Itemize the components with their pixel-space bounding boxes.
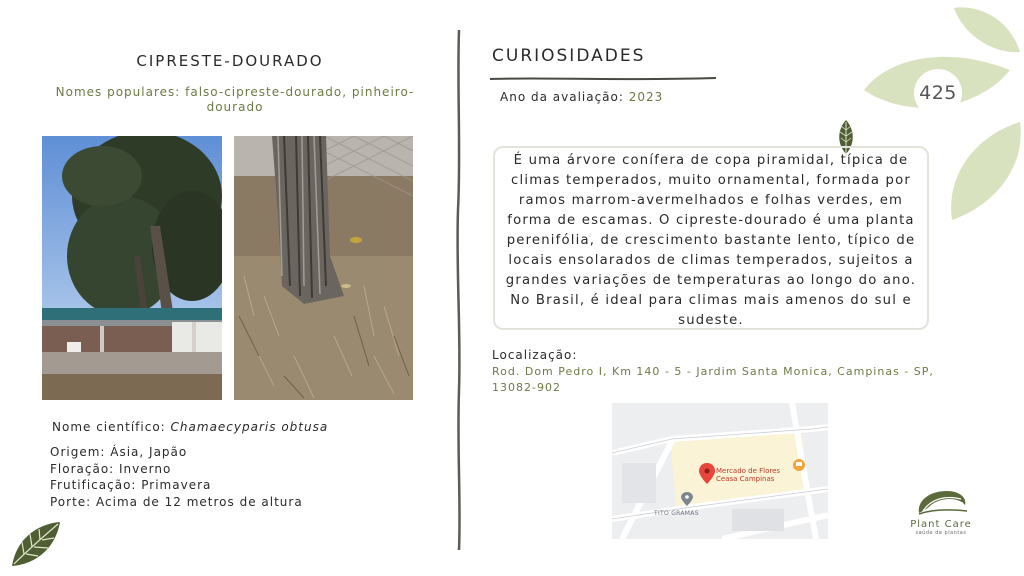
tree-photo — [42, 136, 222, 400]
map-place-label — [716, 467, 780, 483]
description-box: É uma árvore conífera de copa piramidal, típica de climas temperados, muito ornamental, formada por ramos marrom-avermelhados e folhas verdes, em forma de escamas. O cipreste-dourado é uma planta perenifólia, de crescimento bastante lento, típico de locais ensolarados de climas temperados, sujeitos a grandes variações de temperaturas ao longo do ano. No Brasil, é ideal para climas mais amenos do sul e sudeste. — [493, 146, 929, 330]
trunk-photo — [234, 136, 413, 400]
brand-tagline: saúde de plantas — [915, 530, 967, 536]
heading-underline — [490, 68, 716, 87]
page-number-badge: 425 — [914, 69, 962, 117]
map-place-line2: Ceasa Campinas — [716, 475, 775, 483]
section-heading: CURIOSIDADES — [492, 46, 646, 66]
location-address: Rod. Dom Pedro I, Km 140 - 5 - Jardim Santa Monica, Campinas - SP, 13082-902 — [492, 365, 934, 394]
fruiting-text: Frutificação: Primavera — [50, 478, 212, 492]
flowering-text: Floração: Inverno — [50, 462, 172, 476]
size-text: Porte: Acima de 12 metros de altura — [50, 495, 303, 509]
column-divider — [455, 30, 463, 554]
plant-care-logo-icon — [913, 487, 969, 517]
evaluation-year — [500, 90, 663, 104]
page-title: CIPRESTE-DOURADO — [136, 52, 324, 70]
location-map[interactable] — [612, 403, 828, 539]
year-value: 2023 — [628, 90, 664, 104]
map-place-line1: Mercado de Flores — [716, 467, 781, 475]
scientific-name-label: Nome científico: — [52, 420, 166, 434]
origin-text: Origem: Ásia, Japão — [50, 445, 188, 459]
popular-names: Nomes populares: falso-cipreste-dourado, pinheiro-dourado — [55, 85, 415, 114]
year-label: Ano da avaliação: — [500, 90, 624, 104]
scientific-name: Chamaecyparis obtusa — [170, 420, 329, 434]
scientific-name-line — [52, 420, 328, 434]
brand-logo — [905, 487, 977, 536]
leaf-decoration-icon — [8, 520, 64, 574]
brand-name: Plant Care — [910, 519, 972, 530]
map-street-label: TITO GRAMAS — [654, 510, 699, 517]
location-label: Localização: — [492, 348, 578, 362]
